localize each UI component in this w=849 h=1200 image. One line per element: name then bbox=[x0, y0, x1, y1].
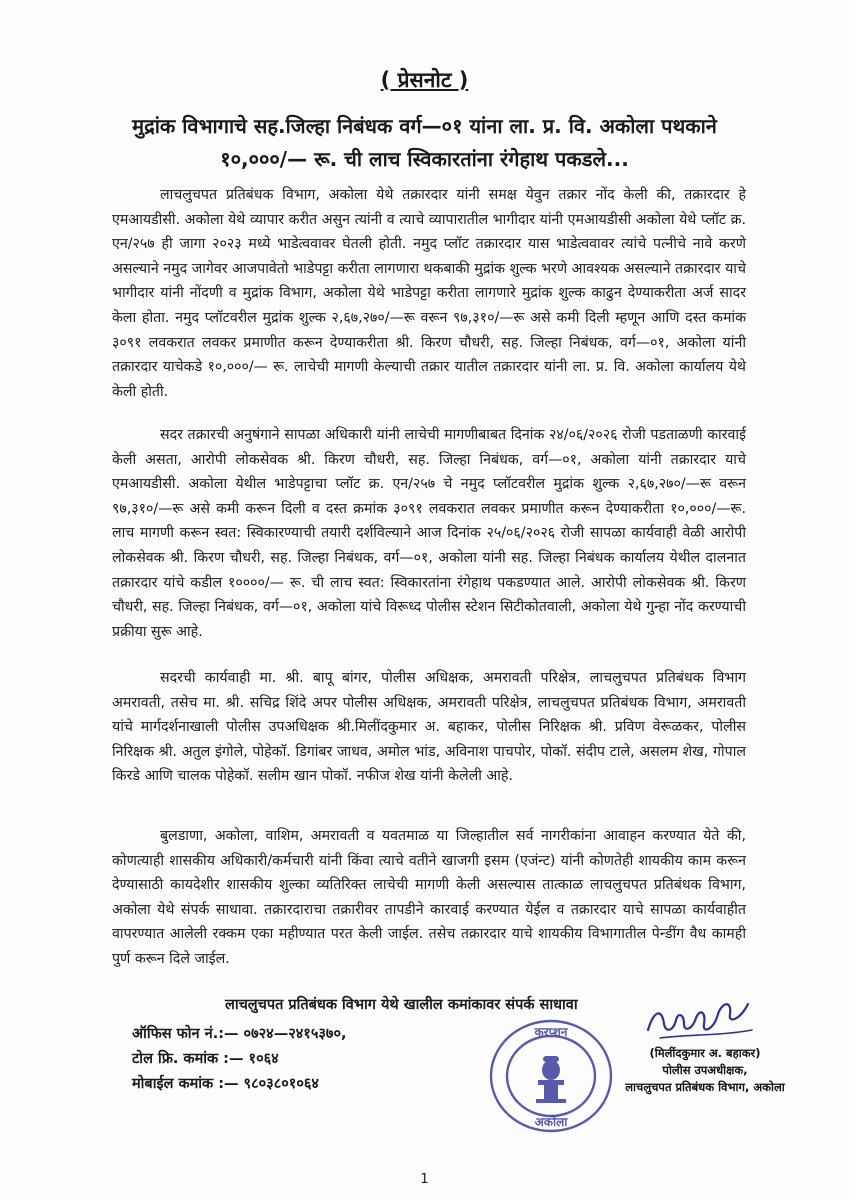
headline-line-1: मुद्रांक विभागाचे सह.जिल्हा निबंधक वर्ग—०१ यांना ला. प्र. वि. अकोला पथकाने bbox=[132, 114, 717, 138]
signatory-designation: पोलीस उपअधीक्षक, bbox=[662, 1063, 748, 1077]
public-appeal-paragraph: बुलडाणा, अकोला, वाशिम, अमरावती व यवतमाळ या जिल्हातील सर्व नागरीकांना आवाहन करण्यात येते की, कोणत्याही शासकीय अधिकारी/कर्मचारी यांनी किंवा त्याचे वतीने खाजगी इसम (एजंन्ट) यांनी कोणतेही शायकीय काम करून देण्यासाठी कायदेशीर शासकीय शुल्का व्यतिरिक्त लाचेची मागणी केली असल्यास तात्काळ लाचलुचपत प्रतिबंधक विभाग, अकोला येथे संपर्क साधावा. तक्रारदाराचा तक्रारीवर तापडीने कारवाई करण्यात येईल व तक्रारदार याचे सापळा कार्यवाहीत वापरण्यात आलेली रक्कम एका महीण्यात परत केली जाईल. तसेच तक्रारदार याचे शायकीय विभागातील पेन्डींग वैध कामही पुर्ण करून दिले जाईल. bbox=[112, 828, 746, 967]
handwritten-signature bbox=[640, 990, 760, 1048]
signatory-block bbox=[620, 1045, 790, 1096]
toll-free-number: टोल फ्रि. कमांक :— १०६४ bbox=[132, 1051, 279, 1067]
page-number: 1 bbox=[420, 1172, 429, 1187]
complaint-paragraph: लाचलुचपत प्रतिबंधक विभाग, अकोला येथे तक्रारदार यांनी समक्ष येवुन तक्रार नोंद केली की, तक्रारदार हे एमआयडीसी. अकोला येथे व्यापार करीत असुन त्यांनी व त्याचे व्यापारातील भागीदार यांनी एमआयडीसी अकोला येथे प्लॉट क्र. एन/२५७ ही जागा २०२३ मध्ये भाडेत्ववावर घेतली होती. नमुद प्लॉट तक्रारदार यास भाडेत्ववावर त्यांचे पत्नीचे नावे करणे असल्याने नमुद जागेवर आजपावेतो भाडेपट्टा करीता लागणारा थकबाकी मुद्रांक शुल्क भरणे आवश्यक असल्याने तक्रारदार याचे भागीदार यांनी नोंदणी व मुद्रांक विभाग, अकोला येथे भाडेपट्टा करीता लागणारे मुद्रांक शुल्क काढुन देण्याकरीता अर्ज सादर केला होता. नमुद प्लॉटवरील मुद्रांक शुल्क २,६७,२७०/—रू वरून ९७,३१०/—रू असे कमी दिली म्हणून आणि दस्त कमांक ३०९१ लवकरात लवकर प्रमाणीत करून देण्याकरीता श्री. किरण चौधरी, सह. जिल्हा निबंधक, वर्ग—०१, अकोला यांनी तक्रारदार याचेकडे १०,०००/— रू. लाचेची मागणी केल्याची तक्रार यातील तक्रारदार यांनी ला. प्र. वि. अकोला कार्यालय येथे केली होती. bbox=[112, 187, 746, 400]
trap-action-paragraph: सदर तक्रारची अनुषंगाने सापळा अधिकारी यांनी लाचेची मागणीबाबत दिनांक २४/०६/२०२६ रोजी पडताळणी कारवाई केली असता, आरोपी लोकसेवक श्री. किरण चौधरी, सह. जिल्हा निबंधक, वर्ग—०१, अकोला यांनी तक्रारदार याचे एमआयडीसी. अकोला येथील भाडेपट्टाचा प्लॉट क्र. एन/२५७ चे नमुद प्लॉटवरील मुद्रांक शुल्क २,६७,२७०/—रू वरून ९७,३१०/—रू असे कमी करून दिली व दस्त क्रमांक ३०९१ लवकरात लवकर प्रमाणीत करून देण्याकरीता १०,०००/—रू. लाच मागणी करून स्वत: स्विकारण्याची तयारी दर्शविल्याने आज दिनांक २५/०६/२०२६ रोजी सापळा कार्यवाही वेळी आरोपी लोकसेवक श्री. किरण चौधरी, सह. जिल्हा निबंधक, वर्ग—०१, अकोला यांनी सह. जिल्हा निबंधक कार्यालय येथील दालनात तक्रारदार यांचे कडील १००००/— रू. ची लाच स्वत: स्विकारतांना रंगेहाथ पकडण्यात आले. आरोपी लोकसेवक श्री. किरण चौधरी, सह. जिल्हा निबंधक, वर्ग—०१, अकोला यांचे विरूध्द पोलीस स्टेशन सिटीकोतवाली, अकोला येथे गुन्हा नोंद करण्याची प्रक्रीया सुरू आहे. bbox=[112, 427, 746, 640]
mobile-number: मोबाईल कमांक :— ९८०३८०१०६४ bbox=[132, 1076, 319, 1092]
office-seal-stamp bbox=[488, 1018, 614, 1134]
signatory-name: (मिलींदकुमार अ. बहाकर) bbox=[649, 1046, 761, 1060]
office-phone: ऑफिस फोन नं.:— ०७२४—२४१५३७०, bbox=[132, 1026, 347, 1042]
signatory-office: लाचलुचपत प्रतिबंधक विभाग, अकोला bbox=[625, 1080, 785, 1094]
seal-text-bottom: अकोला bbox=[534, 1115, 568, 1129]
contact-heading: लाचलुचपत प्रतिबंधक विभाग येथे खालील कमांकावर संपर्क साधावा bbox=[225, 997, 578, 1013]
press-note-label: ( प्रेसनोट ) bbox=[380, 68, 469, 92]
team-credits-paragraph: सदरची कार्यवाही मा. श्री. बापू बांगर, पोलीस अधिक्षक, अमरावती परिक्षेत्र, लाचलुचपत प्रतिबंधक विभाग अमरावती, तसेच मा. श्री. सचिद्र शिंदे अपर पोलीस अधिक्षक, अमरावती परिक्षेत्र, लाचलुचपत प्रतिबंधक विभाग, अमरावती यांचे मार्गदर्शनाखाली पोलीस उपअधिक्षक श्री.मिलींदकुमार अ. बहाकर, पोलीस निरिक्षक श्री. प्रविण वेरूळकर, पोलीस निरिक्षक श्री. अतुल इंगोले, पोहेकॉ. डिगांबर जाधव, अमोल भांड, अविनाश पाचपोर, पोकॉ. संदीप टाले, असलम शेख, गोपाल किरडे आणि चालक पोहेकॉ. सलीम खान पोकॉ. नफीज शेख यांनी केलेली आहे. bbox=[112, 670, 746, 785]
headline-line-2: १०,०००/— रू. ची लाच स्विकारतांना रंगेहाथ पकडले... bbox=[220, 147, 629, 171]
seal-text-top: करप्शन bbox=[534, 1025, 568, 1039]
